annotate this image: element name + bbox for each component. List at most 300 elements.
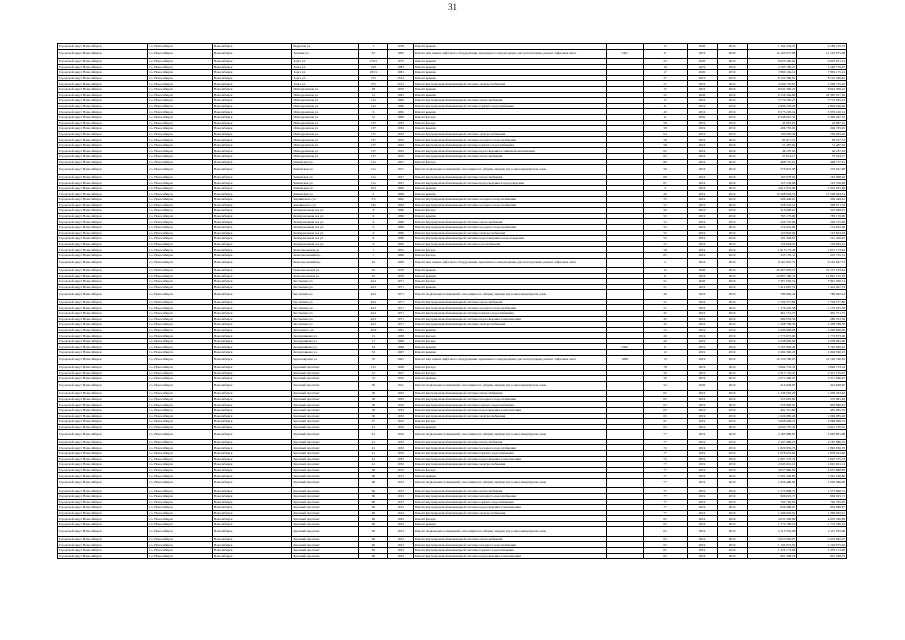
settlement-cell: г.о. Новосибирск: [148, 159, 213, 165]
house-number-cell: 69: [359, 542, 388, 548]
actual-cost-cell: 9 925 051,14: [797, 58, 847, 64]
capital-repair-table: [57, 43, 847, 559]
house-number-cell: 275: [359, 75, 388, 81]
fact-year-cell: 2019: [717, 284, 747, 290]
work-type-cell: Ремонт внутридомовой инженерной системы горячего водоснабжения: [413, 310, 606, 316]
cost-share-cell: 45: [643, 316, 687, 322]
year-built-cell: 1948: [388, 365, 413, 371]
settlement-cell: г.о. Новосибирск: [148, 408, 213, 414]
work-type-cell: Ремонт внутридомовой инженерной системы горячего водоснабжения: [413, 402, 606, 408]
plan-year-cell: 2019: [687, 142, 717, 148]
actual-cost-cell: 2 645 001,14: [797, 462, 847, 468]
year-built-cell: 1913: [388, 473, 413, 479]
cost-share-cell: 51: [643, 305, 687, 311]
house-number-cell: 66: [359, 473, 388, 479]
municipality-cell: Городской округ Новосибирск: [58, 103, 148, 109]
house-number-cell: 66: [359, 493, 388, 499]
cost-share-cell: 55: [643, 236, 687, 242]
work-type-cell: Ремонт крыши: [413, 185, 606, 191]
year-built-cell: 1923: [388, 553, 413, 559]
settlement-cell: г.о. Новосибирск: [148, 376, 213, 382]
year-built-cell: 1960: [388, 208, 413, 214]
volume-cell: [606, 478, 643, 487]
street-cell: Котовского ул.: [292, 327, 359, 333]
settlement-cell: г.о. Новосибирск: [148, 488, 213, 494]
actual-cost-cell: 1 774 796,10: [797, 521, 847, 527]
street-cell: Красный проспект: [292, 439, 359, 445]
plan-year-cell: 2019: [687, 333, 717, 339]
settlement-cell: г.о. Новосибирск: [148, 213, 213, 219]
year-built-cell: 1971: [388, 290, 413, 299]
fact-year-cell: 2019: [717, 478, 747, 487]
street-cell: Зорге ул.: [292, 81, 359, 87]
planned-cost-cell: 8 156 364,80: [747, 92, 797, 98]
work-type-cell: Ремонт крыши: [413, 75, 606, 81]
house-number-cell: 66: [359, 499, 388, 505]
work-type-cell: Ремонт внутридомовой инженерной системы холодного водоснабжения: [413, 396, 606, 402]
actual-cost-cell: 235 735,31: [797, 252, 847, 258]
fact-year-cell: 2019: [717, 64, 747, 70]
municipality-cell: Городской округ Новосибирск: [58, 493, 148, 499]
plan-year-cell: 2019: [687, 478, 717, 487]
fact-year-cell: 2019: [717, 86, 747, 92]
house-number-cell: 137: [359, 120, 388, 126]
planned-cost-cell: 3 068 008,72: [747, 419, 797, 425]
planned-cost-cell: 276 647,68: [747, 165, 797, 174]
volume-cell: [606, 165, 643, 174]
page-number: 31: [448, 2, 457, 12]
actual-cost-cell: 7 901 030,51: [797, 279, 847, 285]
work-type-cell: Ремонт крыши: [413, 44, 606, 50]
planned-cost-cell: 235 735,31: [747, 252, 797, 258]
work-type-cell: Ремонт внутридомовой инженерной системы электроснабжения: [413, 131, 606, 137]
city-cell: Новосибирск: [212, 44, 292, 50]
municipality-cell: Городской округ Новосибирск: [58, 225, 148, 231]
actual-cost-cell: 8 942 309,22: [797, 86, 847, 92]
plan-year-cell: 2020: [687, 58, 717, 64]
plan-year-cell: 2019: [687, 553, 717, 559]
municipality-cell: Городской округ Новосибирск: [58, 49, 148, 58]
work-type-cell: Ремонт фасада: [413, 247, 606, 253]
settlement-cell: г.о. Новосибирск: [148, 86, 213, 92]
settlement-cell: г.о. Новосибирск: [148, 333, 213, 339]
municipality-cell: Городской округ Новосибирск: [58, 202, 148, 208]
plan-year-cell: 2019: [687, 350, 717, 356]
fact-year-cell: 2019: [717, 445, 747, 451]
work-type-cell: Ремонт подвальных помещений, относящихся к общему имуществу в многоквартирном доме: [413, 527, 606, 536]
plan-year-cell: 2019: [687, 299, 717, 305]
city-cell: Новосибирск: [212, 142, 292, 148]
fact-year-cell: 2019: [717, 396, 747, 402]
planned-cost-cell: 4 912 055,66: [747, 185, 797, 191]
cost-share-cell: 16: [643, 64, 687, 70]
settlement-cell: г.о. Новосибирск: [148, 305, 213, 311]
fact-year-cell: 2019: [717, 473, 747, 479]
settlement-cell: г.о. Новосибирск: [148, 258, 213, 267]
municipality-cell: Городской округ Новосибирск: [58, 310, 148, 316]
settlement-cell: г.о. Новосибирск: [148, 44, 213, 50]
work-type-cell: Ремонт внутридомовой инженерной системы электроснабжения: [413, 81, 606, 87]
settlement-cell: г.о. Новосибирск: [148, 478, 213, 487]
planned-cost-cell: 174 852,00: [747, 225, 797, 231]
actual-cost-cell: 2 053 092,07: [797, 536, 847, 542]
fact-year-cell: 2020: [717, 49, 747, 58]
volume-cell: [606, 258, 643, 267]
municipality-cell: Городской округ Новосибирск: [58, 197, 148, 203]
city-cell: Новосибирск: [212, 391, 292, 397]
house-number-cell: 15: [359, 333, 388, 339]
fact-year-cell: 2019: [717, 213, 747, 219]
table-row: [58, 553, 847, 559]
house-number-cell: 15: [359, 114, 388, 120]
work-type-cell: Ремонт крыши: [413, 267, 606, 273]
house-number-cell: 9: [359, 225, 388, 231]
house-number-cell: 44/1: [359, 279, 388, 285]
municipality-cell: Городской округ Новосибирск: [58, 137, 148, 143]
city-cell: Новосибирск: [212, 542, 292, 548]
plan-year-cell: 2020: [687, 267, 717, 273]
work-type-cell: Ремонт крыши: [413, 92, 606, 98]
fact-year-cell: 2019: [717, 114, 747, 120]
municipality-cell: Городской округ Новосибирск: [58, 185, 148, 191]
street-cell: Комсомольская ул.: [292, 273, 359, 279]
cost-share-cell: 27: [643, 75, 687, 81]
plan-year-cell: 2019: [687, 49, 717, 58]
fact-year-cell: 2019: [717, 456, 747, 462]
work-type-cell: Ремонт подвальных помещений, относящихся к общему имуществу в многоквартирном доме: [413, 290, 606, 299]
planned-cost-cell: 1 179 225,58: [747, 305, 797, 311]
work-type-cell: Ремонт фасада: [413, 338, 606, 344]
cost-share-cell: 65: [643, 553, 687, 559]
planned-cost-cell: 100 003,49: [747, 131, 797, 137]
fact-year-cell: 2019: [717, 70, 747, 76]
municipality-cell: Городской округ Новосибирск: [58, 98, 148, 104]
house-number-cell: 37: [359, 419, 388, 425]
fact-year-cell: 2019: [717, 424, 747, 430]
year-built-cell: 1960: [388, 241, 413, 247]
house-number-cell: 137: [359, 137, 388, 143]
actual-cost-cell: 4 057 960,85: [797, 467, 847, 473]
house-number-cell: 66: [359, 478, 388, 487]
cost-share-cell: 26: [643, 191, 687, 197]
municipality-cell: Городской округ Новосибирск: [58, 376, 148, 382]
work-type-cell: Ремонт фасада: [413, 516, 606, 522]
street-cell: Красный проспект: [292, 510, 359, 516]
planned-cost-cell: 468 737,61: [747, 159, 797, 165]
city-cell: Новосибирск: [212, 396, 292, 402]
house-number-cell: 137: [359, 142, 388, 148]
planned-cost-cell: 4 633 770,32: [747, 424, 797, 430]
plan-year-cell: 2019: [687, 131, 717, 137]
year-built-cell: 1932: [388, 391, 413, 397]
cost-share-cell: 26: [643, 333, 687, 339]
fact-year-cell: 2019: [717, 165, 747, 174]
city-cell: Новосибирск: [212, 548, 292, 554]
city-cell: Новосибирск: [212, 402, 292, 408]
street-cell: Костычева ул.: [292, 284, 359, 290]
fact-year-cell: 2019: [717, 92, 747, 98]
cost-share-cell: 77: [643, 510, 687, 516]
actual-cost-cell: 37 914,17: [797, 154, 847, 160]
street-cell: Комсомольский пр.: [292, 258, 359, 267]
fact-year-cell: 2019: [717, 305, 747, 311]
municipality-cell: Городской округ Новосибирск: [58, 439, 148, 445]
city-cell: Новосибирск: [212, 439, 292, 445]
planned-cost-cell: 762 795,95: [747, 499, 797, 505]
plan-year-cell: 2019: [687, 391, 717, 397]
city-cell: Новосибирск: [212, 473, 292, 479]
planned-cost-cell: 1 479 173,06: [747, 548, 797, 554]
work-type-cell: Ремонт внутридомовой инженерной системы водоотведения и канализации: [413, 316, 606, 322]
cost-share-cell: 77: [643, 430, 687, 439]
city-cell: Новосибирск: [212, 370, 292, 376]
fact-year-cell: 2019: [717, 327, 747, 333]
actual-cost-cell: 856 896,81: [797, 402, 847, 408]
municipality-cell: Городской округ Новосибирск: [58, 165, 148, 174]
year-built-cell: 1913: [388, 499, 413, 505]
settlement-cell: г.о. Новосибирск: [148, 381, 213, 390]
settlement-cell: г.о. Новосибирск: [148, 273, 213, 279]
planned-cost-cell: 1 704 577,80: [747, 299, 797, 305]
plan-year-cell: 2019: [687, 137, 717, 143]
house-number-cell: 3/1: [359, 49, 388, 58]
actual-cost-cell: 555 081,82: [797, 396, 847, 402]
street-cell: Красный проспект: [292, 419, 359, 425]
city-cell: Новосибирск: [212, 424, 292, 430]
city-cell: Новосибирск: [212, 279, 292, 285]
plan-year-cell: 2019: [687, 370, 717, 376]
city-cell: Новосибирск: [212, 355, 292, 364]
work-type-cell: Ремонт крыши: [413, 86, 606, 92]
work-type-cell: Ремонт внутридомовой инженерной системы горячего водоснабжения: [413, 499, 606, 505]
cost-share-cell: 26: [643, 338, 687, 344]
city-cell: Новосибирск: [212, 70, 292, 76]
year-built-cell: 1971: [388, 284, 413, 290]
street-cell: Ипподромская ул.: [292, 86, 359, 92]
street-cell: Ипподромская ул.: [292, 142, 359, 148]
street-cell: Красный проспект: [292, 381, 359, 390]
actual-cost-cell: 4 186 219,53: [797, 44, 847, 50]
city-cell: Новосибирск: [212, 236, 292, 242]
fact-year-cell: 2019: [717, 413, 747, 419]
planned-cost-cell: 3 290 996,08: [747, 327, 797, 333]
actual-cost-cell: 2 065 861,08: [797, 430, 847, 439]
year-built-cell: 1970: [388, 86, 413, 92]
cost-share-cell: 65: [643, 548, 687, 554]
municipality-cell: Городской округ Новосибирск: [58, 322, 148, 328]
work-type-cell: Ремонт внутридомовой инженерной системы водоотведения и канализации: [413, 456, 606, 462]
settlement-cell: г.о. Новосибирск: [148, 542, 213, 548]
municipality-cell: Городской округ Новосибирск: [58, 505, 148, 511]
city-cell: Новосибирск: [212, 86, 292, 92]
cost-share-cell: 27: [643, 81, 687, 87]
municipality-cell: Городской округ Новосибирск: [58, 120, 148, 126]
year-built-cell: 1969: [388, 258, 413, 267]
year-built-cell: 1932: [388, 142, 413, 148]
year-built-cell: 1927: [388, 165, 413, 174]
municipality-cell: Городской округ Новосибирск: [58, 86, 148, 92]
plan-year-cell: 2019: [687, 365, 717, 371]
cost-share-cell: 51: [643, 299, 687, 305]
fact-year-cell: 2019: [717, 376, 747, 382]
settlement-cell: г.о. Новосибирск: [148, 310, 213, 316]
actual-cost-cell: 3 238 962,00: [797, 338, 847, 344]
work-type-cell: Ремонт подвальных помещений, относящихся к общему имуществу в многоквартирном доме: [413, 381, 606, 390]
municipality-cell: Городской округ Новосибирск: [58, 290, 148, 299]
municipality-cell: Городской округ Новосибирск: [58, 413, 148, 419]
work-type-cell: Ремонт фасада: [413, 279, 606, 285]
city-cell: Новосибирск: [212, 305, 292, 311]
fact-year-cell: 2019: [717, 241, 747, 247]
actual-cost-cell: 3 068 008,72: [797, 419, 847, 425]
house-number-cell: 41: [359, 450, 388, 456]
cost-share-cell: 15: [643, 98, 687, 104]
municipality-cell: Городской округ Новосибирск: [58, 213, 148, 219]
work-type-cell: Ремонт внутридомовой инженерной системы теплоснабжения: [413, 391, 606, 397]
city-cell: Новосибирск: [212, 109, 292, 115]
street-cell: Кошурникова ул.: [292, 338, 359, 344]
municipality-cell: Городской округ Новосибирск: [58, 258, 148, 267]
settlement-cell: г.о. Новосибирск: [148, 430, 213, 439]
actual-cost-cell: 24 385 917,50: [797, 92, 847, 98]
street-cell: Красный проспект: [292, 413, 359, 419]
municipality-cell: Городской округ Новосибирск: [58, 174, 148, 180]
house-number-cell: 44/1: [359, 290, 388, 299]
street-cell: Костычева ул.: [292, 310, 359, 316]
cost-share-cell: 56: [643, 370, 687, 376]
plan-year-cell: 2019: [687, 103, 717, 109]
plan-year-cell: 2019: [687, 445, 717, 451]
actual-cost-cell: 8 122 306,81: [797, 75, 847, 81]
actual-cost-cell: 780 962,24: [797, 290, 847, 299]
planned-cost-cell: 1 773 973,00: [747, 333, 797, 339]
fact-year-cell: 2019: [717, 355, 747, 364]
cost-share-cell: 77: [643, 488, 687, 494]
fact-year-cell: 2019: [717, 516, 747, 522]
actual-cost-cell: 906 025,71: [797, 493, 847, 499]
settlement-cell: г.о. Новосибирск: [148, 456, 213, 462]
plan-year-cell: 2020: [687, 44, 717, 50]
fact-year-cell: 2019: [717, 258, 747, 267]
planned-cost-cell: 1 024 085,26: [747, 413, 797, 419]
year-built-cell: 1932: [388, 148, 413, 154]
city-cell: Новосибирск: [212, 92, 292, 98]
work-type-cell: Ремонт внутридомовой инженерной системы теплоснабжения: [413, 439, 606, 445]
street-cell: Красноярская ул.: [292, 355, 359, 364]
settlement-cell: г.о. Новосибирск: [148, 109, 213, 115]
planned-cost-cell: 7 301 050,51: [747, 279, 797, 285]
year-built-cell: 1961: [388, 355, 413, 364]
street-cell: Ипподромская ул.: [292, 131, 359, 137]
municipality-cell: Городской округ Новосибирск: [58, 478, 148, 487]
cost-share-cell: 77: [643, 505, 687, 511]
municipality-cell: Городской округ Новосибирск: [58, 521, 148, 527]
street-cell: Красный проспект: [292, 365, 359, 371]
cost-share-cell: 55: [643, 225, 687, 231]
street-cell: Красный проспект: [292, 527, 359, 536]
cost-share-cell: 58: [643, 126, 687, 132]
street-cell: Комсомольский пр.: [292, 252, 359, 258]
municipality-cell: Городской округ Новосибирск: [58, 148, 148, 154]
settlement-cell: г.о. Новосибирск: [148, 396, 213, 402]
cost-share-cell: 51: [643, 279, 687, 285]
year-built-cell: 1966: [388, 103, 413, 109]
municipality-cell: Городской округ Новосибирск: [58, 396, 148, 402]
cost-share-cell: 65: [643, 542, 687, 548]
settlement-cell: г.о. Новосибирск: [148, 148, 213, 154]
city-cell: Новосибирск: [212, 381, 292, 390]
cost-share-cell: 78: [643, 365, 687, 371]
fact-year-cell: 2019: [717, 58, 747, 64]
plan-year-cell: 2019: [687, 219, 717, 225]
work-type-cell: Ремонт внутридомовой инженерной системы горячего водоснабжения: [413, 142, 606, 148]
year-built-cell: 1971: [388, 316, 413, 322]
municipality-cell: Городской округ Новосибирск: [58, 230, 148, 236]
street-cell: Комсомольская ул.: [292, 267, 359, 273]
actual-cost-cell: 51 487,62: [797, 142, 847, 148]
street-cell: Красный проспект: [292, 516, 359, 522]
cost-share-cell: 55: [643, 197, 687, 203]
street-cell: Красный проспект: [292, 456, 359, 462]
municipality-cell: Городской округ Новосибирск: [58, 219, 148, 225]
municipality-cell: Городской округ Новосибирск: [58, 510, 148, 516]
street-cell: Ипподромская ул.: [292, 120, 359, 126]
planned-cost-cell: 1 104 975,02: [747, 542, 797, 548]
planned-cost-cell: 3 864 733,32: [747, 365, 797, 371]
street-cell: Красный проспект: [292, 467, 359, 473]
street-cell: Красный проспект: [292, 445, 359, 451]
actual-cost-cell: 5 765 826,42: [797, 344, 847, 350]
house-number-cell: 31: [359, 370, 388, 376]
actual-cost-cell: 1 915 173,49: [797, 247, 847, 253]
municipality-cell: Городской округ Новосибирск: [58, 355, 148, 364]
city-cell: Новосибирск: [212, 521, 292, 527]
fact-year-cell: 2019: [717, 137, 747, 143]
year-built-cell: 1965: [388, 109, 413, 115]
cost-share-cell: 65: [643, 252, 687, 258]
planned-cost-cell: 1 208 788,30: [747, 322, 797, 328]
plan-year-cell: 2019: [687, 316, 717, 322]
plan-year-cell: 2019: [687, 510, 717, 516]
planned-cost-cell: 229 725,90: [747, 219, 797, 225]
fact-year-cell: 2019: [717, 521, 747, 527]
house-number-cell: 15а: [359, 159, 388, 165]
settlement-cell: г.о. Новосибирск: [148, 126, 213, 132]
plan-year-cell: 2019: [687, 527, 717, 536]
planned-cost-cell: 8 925 200,62: [747, 58, 797, 64]
fact-year-cell: 2019: [717, 322, 747, 328]
settlement-cell: г.о. Новосибирск: [148, 322, 213, 328]
fact-year-cell: 2019: [717, 148, 747, 154]
city-cell: Новосибирск: [212, 154, 292, 160]
city-cell: Новосибирск: [212, 327, 292, 333]
city-cell: Новосибирск: [212, 499, 292, 505]
municipality-cell: Городской округ Новосибирск: [58, 542, 148, 548]
actual-cost-cell: 289 553,56: [797, 316, 847, 322]
year-built-cell: 1913: [388, 505, 413, 511]
street-cell: Каменская ул.: [292, 174, 359, 180]
street-cell: Зорге ул.: [292, 64, 359, 70]
street-cell: Ипподромская ул.: [292, 114, 359, 120]
year-built-cell: 1913: [388, 478, 413, 487]
fact-year-cell: 2019: [717, 208, 747, 214]
settlement-cell: г.о. Новосибирск: [148, 208, 213, 214]
street-cell: Красный проспект: [292, 473, 359, 479]
house-number-cell: 66: [359, 505, 388, 511]
plan-year-cell: 2019: [687, 290, 717, 299]
city-cell: Новосибирск: [212, 413, 292, 419]
year-built-cell: 1971: [388, 299, 413, 305]
